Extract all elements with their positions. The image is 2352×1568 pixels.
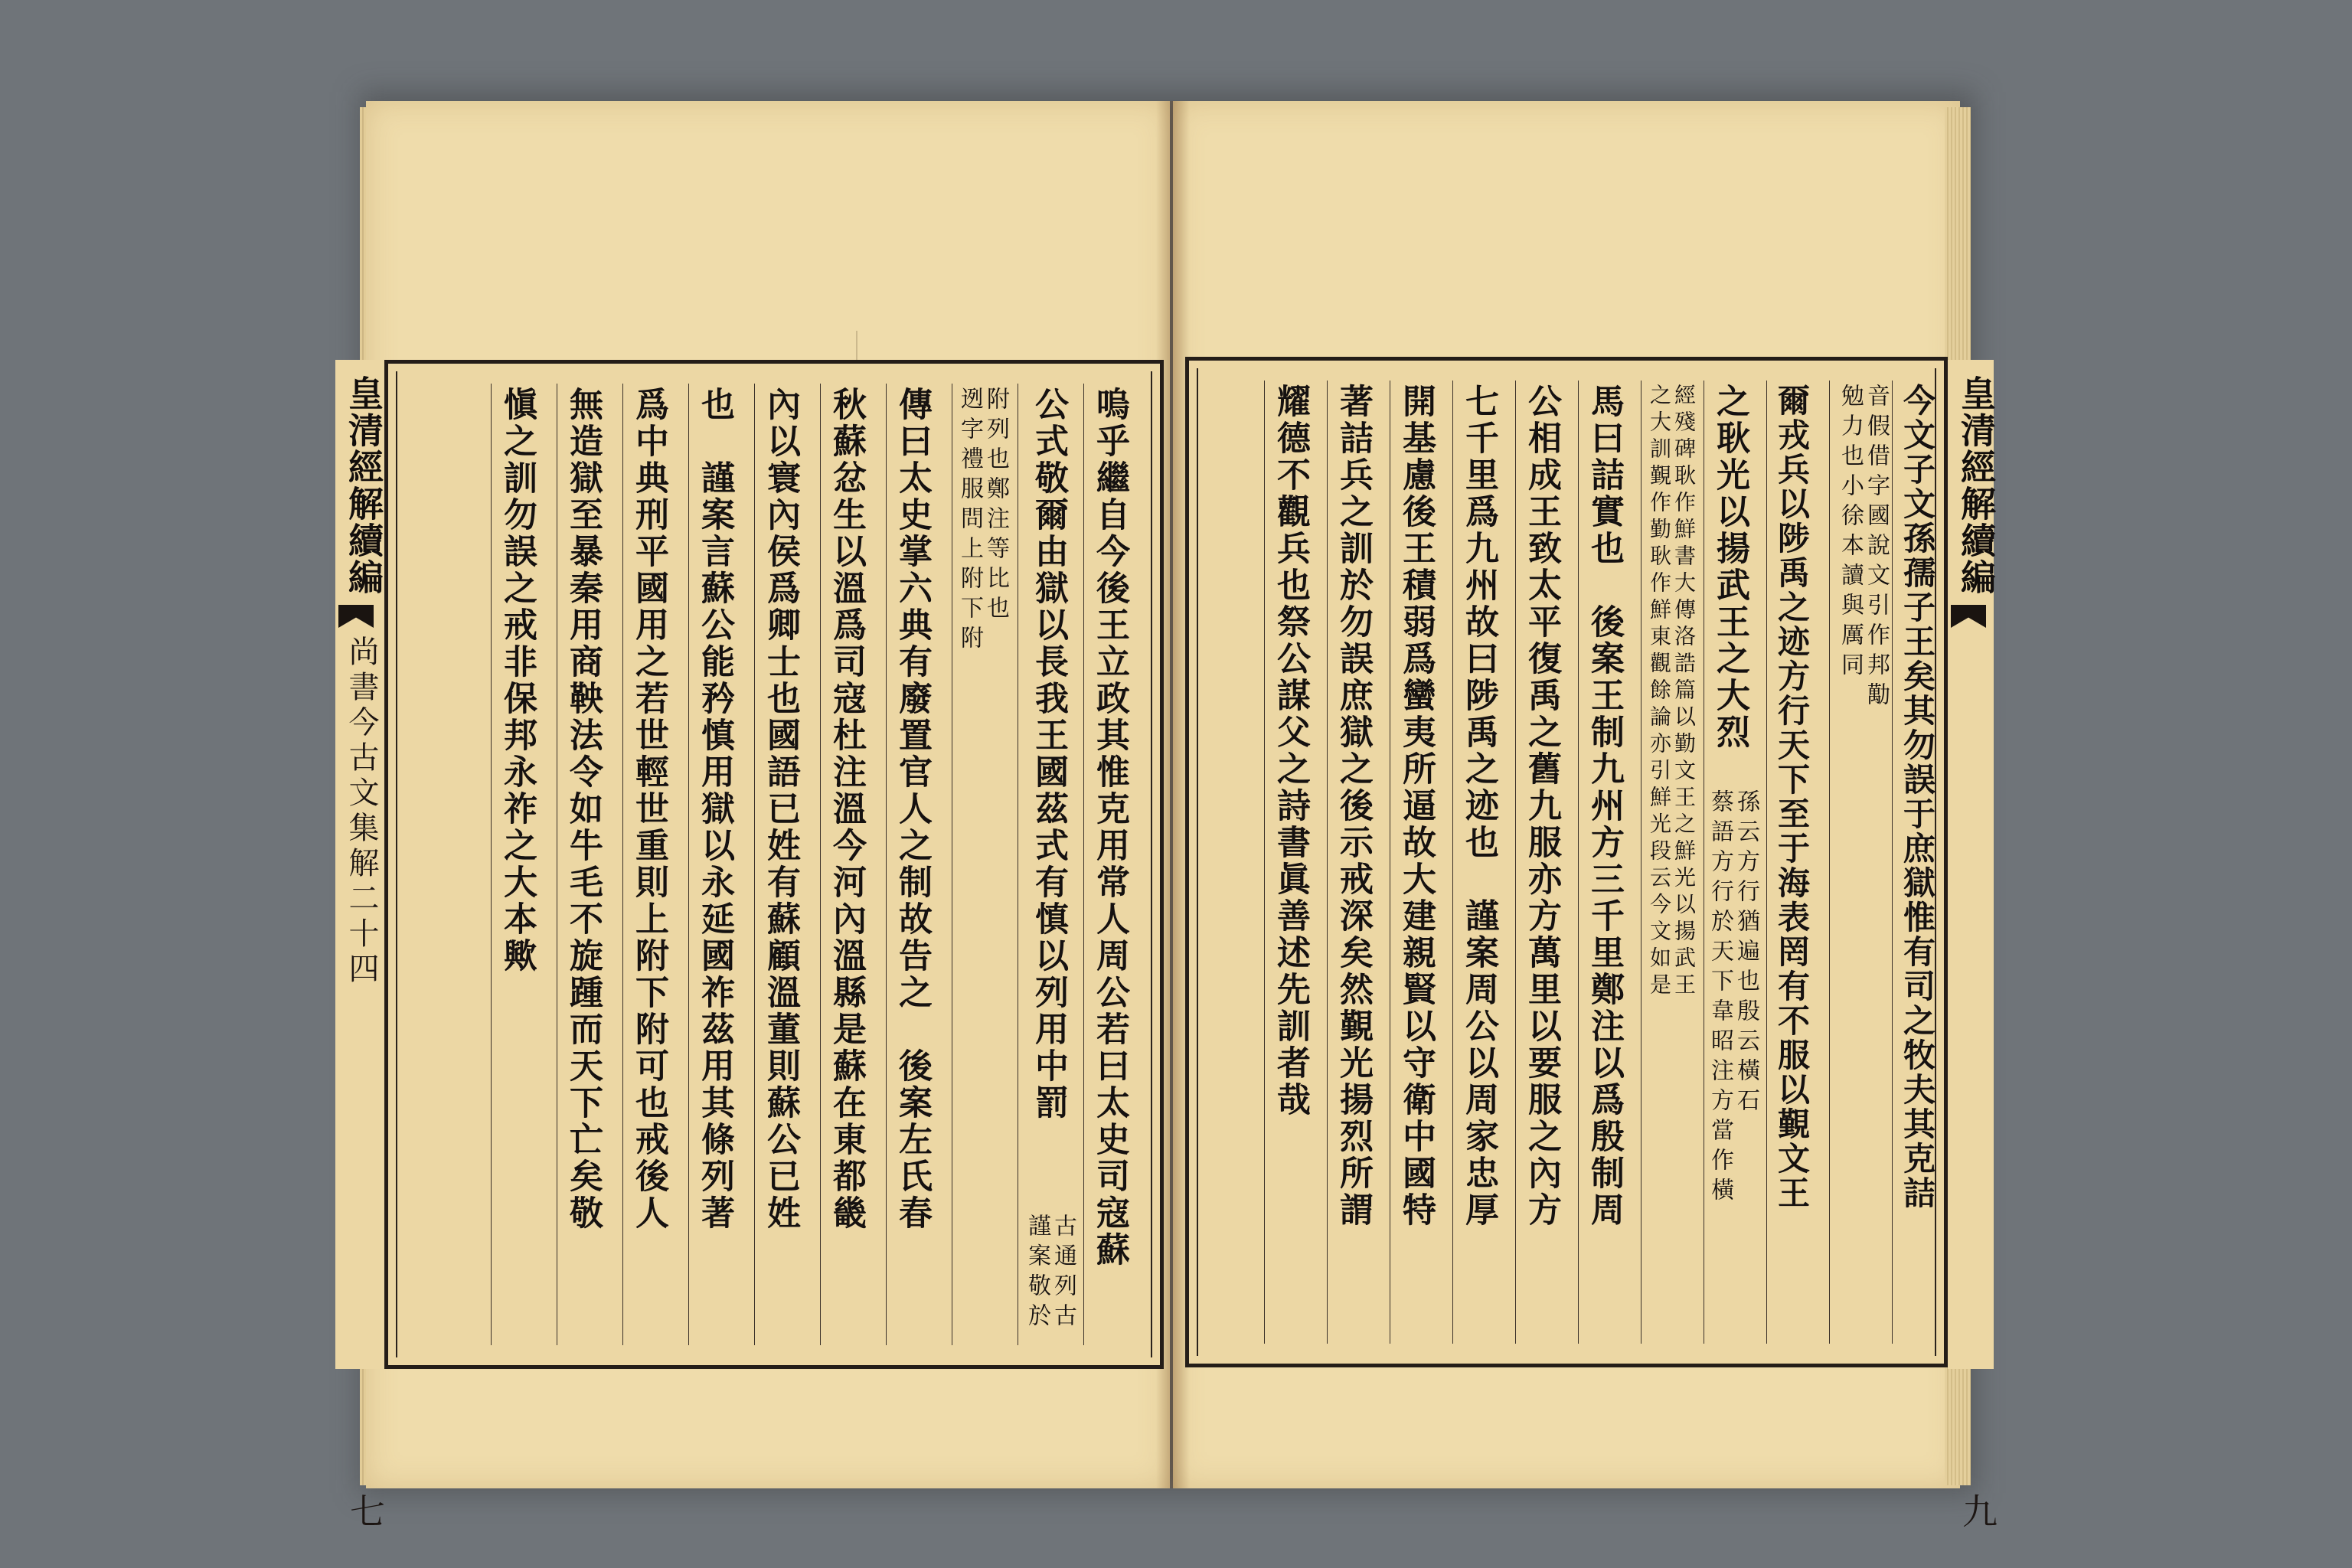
text-column: 爲中典刑平國用之若世輕世重則上附下附可也戒後人 bbox=[629, 387, 668, 1232]
column-rule bbox=[622, 384, 623, 1345]
text-column: 爾戎兵以陟禹之迹方行天下至于海表罔有不服以覲文王 bbox=[1773, 384, 1811, 1210]
right-text-frame bbox=[1185, 357, 1948, 1367]
interlinear-notes bbox=[1837, 384, 1890, 712]
left-centre-title: 皇清經解續編 bbox=[343, 375, 384, 596]
interlinear-notes bbox=[958, 387, 1007, 655]
column-rule bbox=[1264, 381, 1265, 1344]
note-line: 之大訓覲作勤耿作鮮東觀餘論亦引鮮光段云今文如是 bbox=[1647, 384, 1672, 1000]
text-column: 公式敬爾由獄以長我王國茲式有慎以列用中罰 bbox=[1029, 387, 1068, 1122]
column-rule bbox=[688, 384, 689, 1345]
note-line: 音假借字國說文引作邦勱 bbox=[1863, 384, 1890, 712]
column-rule bbox=[1452, 381, 1453, 1344]
left-page-number: 七 bbox=[345, 1493, 386, 1528]
column-rule bbox=[1829, 381, 1830, 1344]
right-centre-title: 皇清經解續編 bbox=[1955, 375, 1997, 596]
note-line: 蔡語方行於天下韋昭注方當作橫 bbox=[1707, 789, 1733, 1207]
text-column: 秋蘇忿生以溫爲司寇杜注溫今河內溫縣是蘇在東都畿 bbox=[827, 387, 866, 1232]
column-rule bbox=[1641, 381, 1642, 1344]
text-column: 耀德不觀兵也祭公謀父之詩書眞善述先訓者哉 bbox=[1271, 384, 1310, 1119]
left-centre-subtitle: 尚書今古文集解二十四 bbox=[344, 635, 379, 988]
column-rule bbox=[1766, 381, 1767, 1344]
interlinear-notes bbox=[1708, 789, 1757, 1207]
note-line: 古通列古 bbox=[1050, 1214, 1076, 1333]
text-column: 嗚乎繼自今後王立政其惟克用常人周公若曰太史司寇蘇 bbox=[1090, 387, 1129, 1269]
right-page-number: 九 bbox=[1957, 1493, 1998, 1528]
note-line: 迾字禮服問上附下附 bbox=[956, 387, 983, 655]
text-column: 開基慮後王積弱爲蠻夷所逼故大建親賢以守衛中國特 bbox=[1396, 384, 1436, 1229]
note-line: 謹案敬於 bbox=[1024, 1214, 1050, 1333]
frame-inner-rule bbox=[1151, 371, 1152, 1357]
column-rule bbox=[1892, 381, 1893, 1344]
text-column: 傳曰太史掌六典有廢置官人之制故告之 後案左氏春 bbox=[893, 387, 932, 1232]
frame-inner-rule bbox=[1197, 368, 1198, 1356]
left-text-frame bbox=[384, 360, 1164, 1369]
text-column: 也 謹案言蘇公能矜慎用獄以永延國祚茲用其條列著 bbox=[695, 387, 734, 1232]
text-column: 愼之訓勿誤之戒非保邦永祚之大本歟 bbox=[498, 387, 537, 975]
note-line: 附列也鄭注等比也 bbox=[982, 387, 1009, 626]
text-column: 今文子文孫孺子王矣其勿誤于庶獄惟有司之牧夫其克詰 bbox=[1899, 384, 1936, 1210]
column-rule bbox=[491, 384, 492, 1345]
text-column: 無造獄至暴秦用商鞅法令如牛毛不旋踵而天下亡矣敬 bbox=[564, 387, 603, 1232]
column-rule bbox=[1327, 381, 1328, 1344]
fish-tail-mark bbox=[1951, 605, 1986, 628]
interlinear-notes bbox=[1647, 384, 1697, 1000]
left-centre-strip bbox=[335, 360, 386, 1528]
column-rule bbox=[1578, 381, 1579, 1344]
right-centre-strip bbox=[1948, 360, 1998, 1528]
column-rule bbox=[886, 384, 887, 1345]
text-column: 之耿光以揚武王之大烈 bbox=[1710, 384, 1749, 751]
column-rule bbox=[1083, 384, 1084, 1345]
column-rule bbox=[1515, 381, 1516, 1344]
text-column: 內以寰內侯爲卿士也國語已姓有蘇顧溫董則蘇公已姓 bbox=[761, 387, 800, 1232]
note-line: 經殘碑耿作鮮書大傳洛誥篇以勤文王之鮮光以揚武王 bbox=[1671, 384, 1697, 1000]
text-column: 七千里爲九州故曰陟禹之迹也 謹案周公以周家忠厚 bbox=[1459, 384, 1498, 1229]
text-column: 公相成王致太平復禹之舊九服亦方萬里以要服之內方 bbox=[1522, 384, 1561, 1229]
text-column: 馬曰詰實也 後案王制九州方三千里鄭注以爲殷制周 bbox=[1585, 384, 1624, 1229]
note-line: 勉力也小徐本讀與厲同 bbox=[1837, 384, 1864, 682]
interlinear-notes bbox=[1025, 1214, 1074, 1333]
column-rule bbox=[754, 384, 755, 1345]
frame-inner-rule bbox=[396, 371, 397, 1357]
text-column: 著詰兵之訓於勿誤庶獄之後示戒深矣然覲光揚烈所謂 bbox=[1334, 384, 1373, 1229]
fish-tail-mark bbox=[338, 605, 374, 628]
column-rule bbox=[820, 384, 821, 1345]
note-line: 孫云方行猶遍也殷云橫石 bbox=[1733, 789, 1759, 1118]
